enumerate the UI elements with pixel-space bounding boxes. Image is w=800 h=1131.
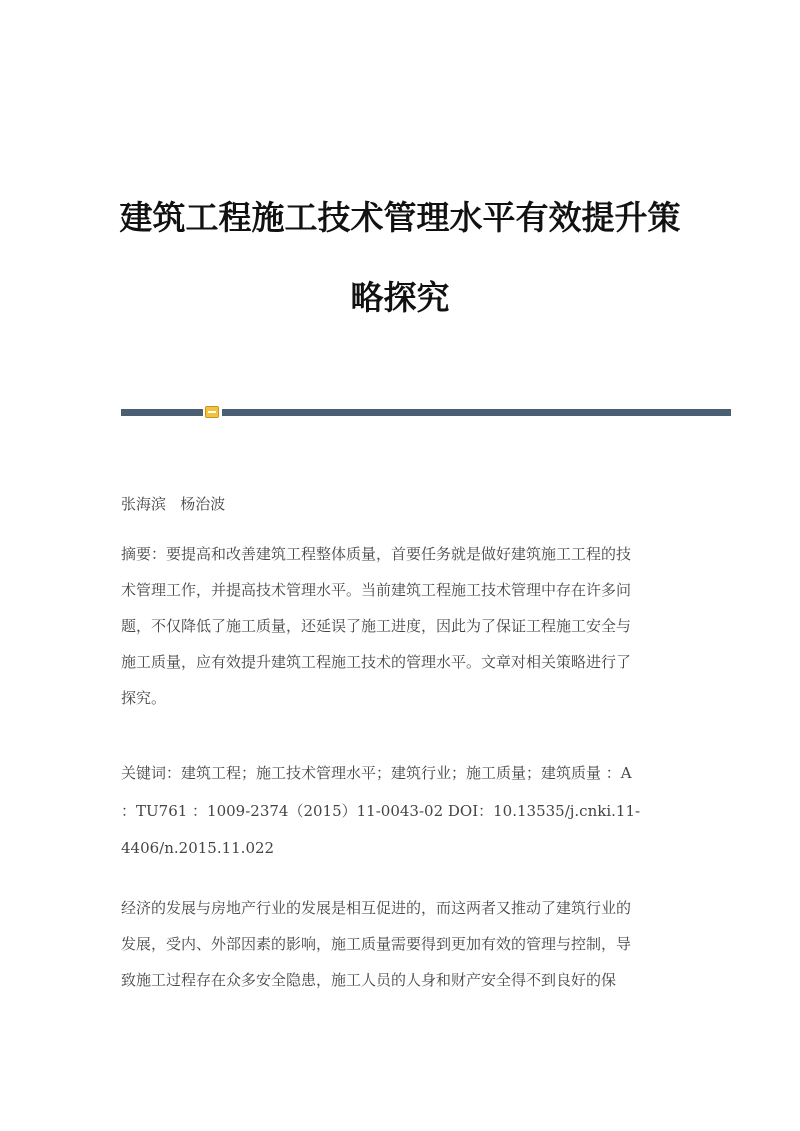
abstract-paragraph [121,536,679,716]
abstract-line: 题，不仅降低了施工质量，还延误了施工进度，因此为了保证工程施工安全与 [121,617,632,635]
envelope-icon [205,406,219,418]
abstract-line: 施工质量，应有效提升建筑工程施工技术的管理水平。文章对相关策略进行了 [121,653,632,671]
body-line: 发展，受内、外部因素的影响，施工质量需要得到更加有效的管理与控制，导 [121,935,632,953]
page-title-line-2: 略探究 [350,278,450,317]
body-line: 经济的发展与房地产行业的发展是相互促进的，而这两者又推动了建筑行业的 [121,899,632,917]
keywords-line: 关键词：建筑工程；施工技术管理水平；建筑行业；施工质量；建筑质量 ：A [121,764,632,782]
keywords-paragraph [121,755,679,868]
author-names: 张海滨 杨治波 [121,495,226,513]
abstract-line: 术管理工作，并提高技术管理水平。当前建筑工程施工技术管理中存在许多问 [121,581,632,599]
title-divider-right [222,409,731,416]
abstract-line: 探究。 [121,689,167,707]
keywords-line: 4406/n.2015.11.022 [121,839,275,857]
page-title-line-1: 建筑工程施工技术管理水平有效提升策 [119,198,681,237]
keywords-line: ：TU761 ：1009-2374（2015）11-0043-02 DOI：10.13535/j.cnki.11- [121,801,641,820]
title-divider-left [121,409,203,416]
body-paragraph [121,890,679,998]
abstract-line: 摘要：要提高和改善建筑工程整体质量，首要任务就是做好建筑施工工程的技 [121,545,632,563]
body-line: 致施工过程存在众多安全隐患，施工人员的人身和财产安全得不到良好的保 [121,971,617,989]
